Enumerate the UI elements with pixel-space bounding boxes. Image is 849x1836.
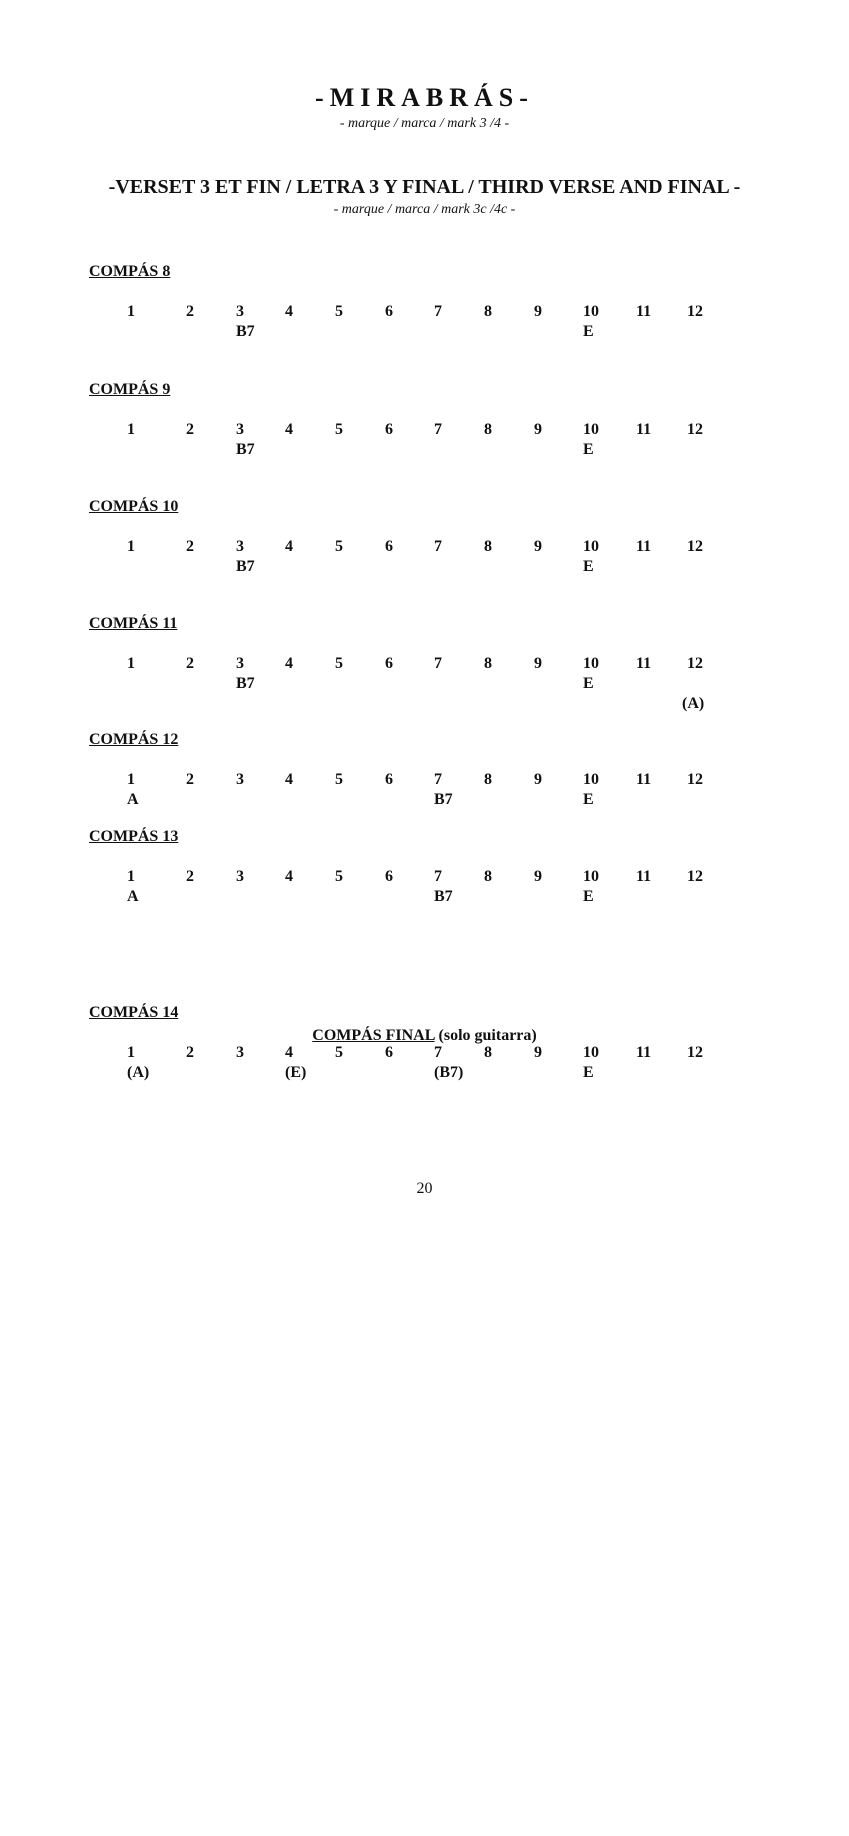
beat-number: 10 [583,538,599,555]
beat-number: 8 [484,421,492,438]
beat-number: 6 [385,303,393,320]
chord-symbol: B7 [434,791,453,808]
beat-number: 12 [687,868,703,885]
chord-symbol: E [583,791,594,808]
beat-number: 5 [335,771,343,788]
chord-symbol: A [127,888,139,905]
chord-symbol: E [583,558,594,575]
beat-number: 5 [335,868,343,885]
beat-number: 9 [534,655,542,672]
beat-number: 2 [186,1044,194,1061]
compas-label: COMPÁS 9 [89,381,171,398]
beat-number: 12 [687,1044,703,1061]
chord-symbol: (B7) [434,1064,464,1081]
beat-number: 7 [434,1044,442,1061]
final-heading-title: COMPÁS FINAL [312,1027,435,1044]
beat-number: 2 [186,771,194,788]
beat-number: 11 [636,538,652,555]
beat-number: 1 [127,655,135,672]
beat-number: 3 [236,1044,244,1061]
compas-label: COMPÁS 10 [89,498,179,515]
beat-number: 11 [636,303,652,320]
compas-label: COMPÁS 12 [89,731,179,748]
beat-number: 10 [583,868,599,885]
beat-number: 9 [534,1044,542,1061]
beat-number: 2 [186,868,194,885]
beat-number: 4 [285,538,293,555]
beat-number: 1 [127,771,135,788]
beat-number: 5 [335,1044,343,1061]
compas-label: COMPÁS 13 [89,828,179,845]
beat-number: 11 [636,868,652,885]
chord-symbol: E [583,888,594,905]
beat-number: 1 [127,538,135,555]
beat-number: 11 [636,771,652,788]
beat-number: 4 [285,655,293,672]
beat-number: 2 [186,538,194,555]
beat-number: 9 [534,303,542,320]
chord-symbol: E [583,441,594,458]
beat-number: 1 [127,303,135,320]
beat-number: 4 [285,421,293,438]
beat-number: 5 [335,303,343,320]
chord-symbol: B7 [236,558,255,575]
beat-number: 2 [186,421,194,438]
beat-number: 7 [434,868,442,885]
beat-number: 10 [583,421,599,438]
beat-number: 5 [335,655,343,672]
beat-number: 4 [285,771,293,788]
beat-number: 6 [385,655,393,672]
beat-number: 11 [636,421,652,438]
beat-number: 8 [484,303,492,320]
beat-number: 7 [434,655,442,672]
beat-number: 12 [687,538,703,555]
chord-symbol: (A) [682,695,705,712]
compas-label: COMPÁS 11 [89,615,178,632]
page-title: -MIRABRÁS- [315,83,534,112]
beat-number: 10 [583,303,599,320]
beat-number: 3 [236,421,244,438]
beat-number: 12 [687,771,703,788]
beat-number: 10 [583,1044,599,1061]
final-heading-note: (solo guitarra) [434,1027,537,1044]
beat-number: 11 [636,655,652,672]
beat-number: 5 [335,421,343,438]
section-subtitle: - marque / marca / mark 3c /4c - [333,202,516,217]
beat-number: 6 [385,1044,393,1061]
chord-symbol: E [583,1064,594,1081]
chord-symbol: (A) [127,1064,150,1081]
beat-number: 1 [127,868,135,885]
chord-symbol: (E) [285,1064,307,1081]
chord-symbol: A [127,791,139,808]
beat-number: 9 [534,868,542,885]
beat-number: 3 [236,538,244,555]
beat-number: 7 [434,421,442,438]
beat-number: 3 [236,303,244,320]
beat-number: 4 [285,868,293,885]
compas-label: COMPÁS 8 [89,263,171,280]
beat-number: 8 [484,655,492,672]
beat-number: 9 [534,538,542,555]
beat-number: 7 [434,538,442,555]
beat-number: 9 [534,421,542,438]
beat-number: 12 [687,421,703,438]
beat-number: 10 [583,771,599,788]
beat-number: 10 [583,655,599,672]
beat-number: 6 [385,868,393,885]
beat-number: 8 [484,538,492,555]
beat-number: 8 [484,868,492,885]
beat-number: 8 [484,1044,492,1061]
beat-number: 4 [285,303,293,320]
beat-number: 9 [534,771,542,788]
beat-number: 3 [236,771,244,788]
beat-number: 2 [186,655,194,672]
beat-number: 6 [385,421,393,438]
beat-number: 12 [687,655,703,672]
chord-symbol: B7 [434,888,453,905]
beat-number: 7 [434,303,442,320]
beat-number: 12 [687,303,703,320]
compas-label: COMPÁS 14 [89,1004,179,1021]
beat-number: 11 [636,1044,652,1061]
beat-number: 6 [385,538,393,555]
beat-number: 4 [285,1044,293,1061]
chord-symbol: B7 [236,323,255,340]
beat-number: 8 [484,771,492,788]
beat-number: 7 [434,771,442,788]
chord-symbol: E [583,675,594,692]
section-title: -VERSET 3 ET FIN / LETRA 3 Y FINAL / THIRD VERSE AND FINAL - [108,176,741,198]
beat-number: 5 [335,538,343,555]
page-number: 20 [416,1180,433,1197]
chord-symbol: E [583,323,594,340]
beat-number: 2 [186,303,194,320]
chord-symbol: B7 [236,441,255,458]
beat-number: 1 [127,1044,135,1061]
beat-number: 1 [127,421,135,438]
beat-number: 6 [385,771,393,788]
final-heading [0,1027,849,1045]
beat-number: 3 [236,868,244,885]
chord-symbol: B7 [236,675,255,692]
page-subtitle: - marque / marca / mark 3 /4 - [339,116,510,131]
beat-number: 3 [236,655,244,672]
